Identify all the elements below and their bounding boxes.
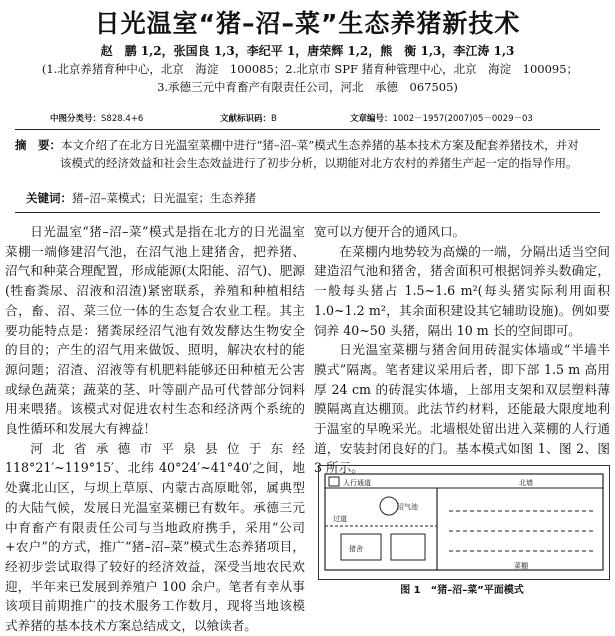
- figure-caption: 图 1 “猪–沼–菜”平面模式: [400, 585, 524, 596]
- pig-pen: [391, 534, 425, 560]
- bottom-divider: [15, 212, 600, 213]
- label-path: 过道: [333, 515, 347, 523]
- affiliation-line-1: (1.北京养猪育种中心，北京 海淀 100085；2.北京市 SPF 猪育种管理中心，北京 海淀 100095；: [41, 62, 579, 76]
- label-pig-house: 猪舍: [349, 545, 363, 553]
- article-id-label: 文章编号：: [350, 114, 393, 124]
- paragraph: 日光温室菜棚与猪舍间用砖混实体墙或“半墙半膜式”隔离。笔者建议采用后者，即下部 1.5 m 高用厚 24 cm 的砖混实体墙，上部用支架和双层塑料薄膜隔离直达棚顶。此法节约材料，还能最大限度地利于温室的早晚采光。北墙根处留出进入菜棚的人行通道，安装封闭良好的门。基本模式如图 1、图 2、图 3 所示。: [314, 342, 610, 476]
- top-divider: [15, 129, 600, 130]
- body-column-left: [5, 222, 305, 636]
- doc-code-value: B: [271, 114, 277, 124]
- figure-1-floor-plan: [318, 465, 610, 580]
- affiliation-line-2: 3.承德三元中育畜产有限责任公司，河北 承德 067505): [157, 80, 458, 94]
- doc-code: [220, 112, 277, 124]
- paragraph: 河北省承德市平泉县位于东经 118°21′~119°15′、北纬 40°24′~41°40′之间，地处冀北山区，与坝上草原、内蒙古高原毗邻，属典型的大陆气候，发展日光温室菜棚已有数年。承德三元中育畜产有限责任公司与当地政府携手，采用“公司+农户”的方式，推广“猪–沼–菜”模式生态养猪项目，经初步尝试取得了较好的经济效益，深受当地农民欢迎，半年来已发展到养殖户 100 余户。笔者有幸从事该项目前期推广的技术服务工作数月，现将当地该模式养猪的基本技术方案总结成文，以飨读者。: [5, 440, 305, 634]
- abstract-label: 摘 要：: [15, 138, 61, 152]
- label-north-wall: 北墙: [519, 479, 533, 487]
- clc-label: 中图分类号：: [50, 114, 102, 124]
- keywords-label: 关键词：: [26, 191, 72, 205]
- doc-code-label: 文献标识码：: [220, 114, 272, 124]
- label-biogas: 沼气池: [397, 503, 418, 511]
- paragraph: 日光温室“猪–沼–菜”模式是指在北方的日光温室菜棚一端修建沼气池，在沼气池上建猪舍，把养猪、沼气和种菜合理配置，形成能源(太阳能、沼气)、肥源(牲畜粪尿、沼液和沼渣)紧密联系，养殖和种植相结合，畜、沼、菜三位一体的生态复合农业工程。其主要功能特点是：猪粪尿经沼气池有效发酵达生物安全的目的；产生的沼气用来做饭、照明，解决农村的能源问题；沼渣、沼液等有机肥料能够还田种植无公害或绿色蔬菜；蔬菜的茎、叶等副产品可代替部分饲料用来喂猪。该模式对促进农村生态和经济两个系统的良性循环和发展大有裨益！: [5, 224, 305, 437]
- keywords-text: 猪–沼–菜模式；日光温室；生态养猪: [72, 191, 256, 205]
- door: [329, 477, 339, 486]
- abstract-text: 本文介绍了在北方日光温室菜棚中进行“猪–沼–菜”模式生态养猪的基本技术方案及配套养猪技术，并对该模式的经济效益和社会生态效益进行了初步分析，以期能对北方农村的养猪生产起一定的指导作用。: [60, 138, 579, 170]
- abstract: [15, 136, 585, 172]
- article-id: [350, 112, 533, 124]
- article-title: 日光温室“猪–沼–菜”生态养猪新技术: [94, 9, 521, 38]
- clc-number: [50, 112, 143, 124]
- keywords: [26, 190, 586, 206]
- label-entrance: 人行通道: [343, 479, 371, 487]
- label-greenhouse: 菜棚: [514, 562, 528, 570]
- author-list: 赵 鹏 1,2，张国良 1,3，李纪平 1，唐荣辉 1,2，熊 衡 1,3，李江涛 1,3: [100, 44, 515, 58]
- paragraph: 宽可以方便开合的通风口。: [314, 224, 466, 239]
- article-id-value: 1002－1957(2007)05－0029－03: [392, 114, 533, 124]
- body-column-right: [314, 222, 610, 478]
- biogas-tank: [380, 497, 398, 515]
- paragraph: 在菜棚内地势较为高燥的一端，分隔出适当空间建造沼气池和猪舍，猪舍面积可根据饲养头数确定，一般每头猪占 1.5~1.6 m²(每头猪实际利用面积 1.0~1.2 m²，其余面积建设其它辅助设施)。例如要饲养 40~50 头猪，隔出 10 m 长的空间即可。: [314, 243, 610, 338]
- clc-value: S828.4+6: [101, 114, 144, 124]
